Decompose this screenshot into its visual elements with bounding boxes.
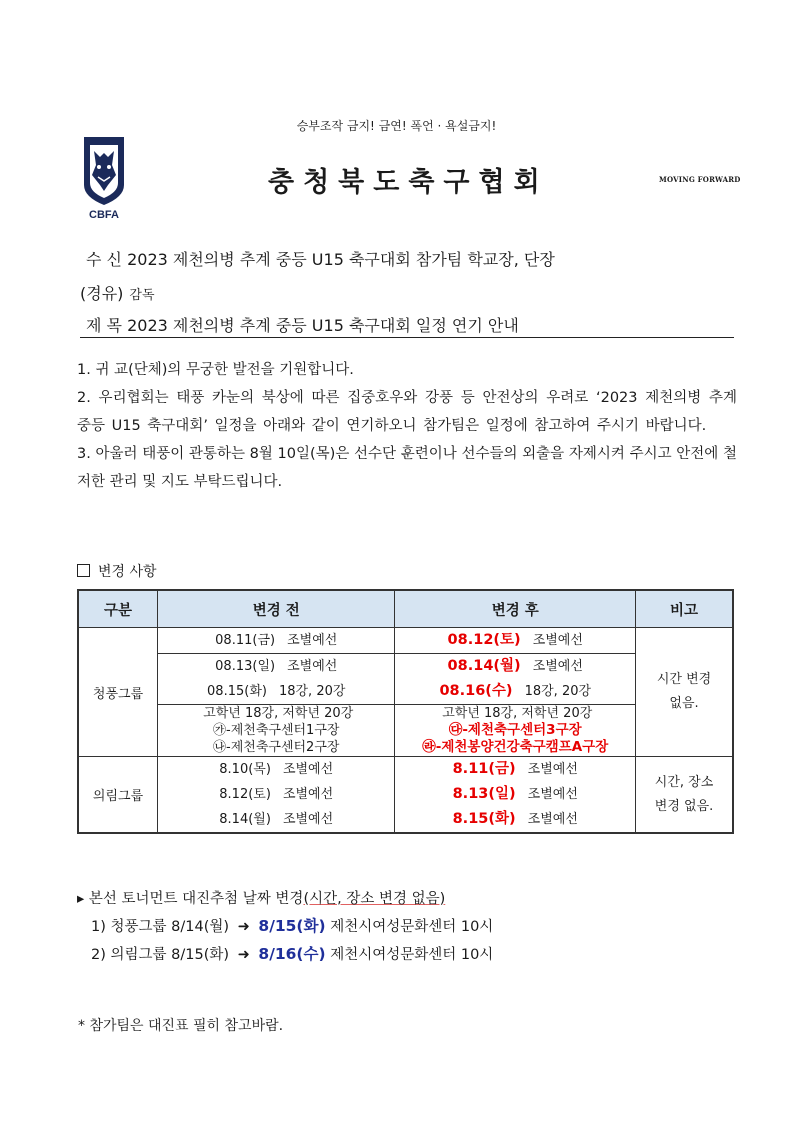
recipient-text: 2023 제천의병 추계 중등 U15 축구대회 참가팀 학교장, 단장 [127,250,555,269]
after-cell: 08.16(수) 18강, 20강 [395,679,636,705]
table-row [78,628,733,654]
paragraph-1: 1. 귀 교(단체)의 무궁한 발전을 기원합니다. [77,362,354,378]
changes-heading [77,561,157,581]
tournament-heading [77,886,493,913]
before-cell: 8.14(월) 조별예선 [158,807,395,833]
recipient-label: 수 신 [86,250,122,269]
header-divider [80,337,734,338]
venue-after-cell: 고학년 18강, 저학년 20강 ㉰-제천축구센터3구장 ㉱-제천봉양건강축구캠프A구장 [395,705,636,757]
via-line [80,281,155,304]
group-name-cell: 청풍그룹 [78,628,158,757]
before-cell: 08.13(일) 조별예선 [158,654,395,680]
slogan: 승부조작 금지! 금연! 폭언 · 욕설금지! [296,119,497,133]
after-cell: 8.11(금) 조별예선 [395,757,636,783]
subject-text: 2023 제천의병 추계 중등 U15 축구대회 일정 연기 안내 [127,316,519,335]
tournament-heading-text: 본선 토너먼트 대진추첨 날짜 변경 [88,891,304,907]
table-row [78,705,733,757]
table-row [78,782,733,807]
changes-heading-text: 변경 사항 [98,564,157,580]
table-row [78,757,733,783]
body-paragraphs [77,356,737,496]
motto: MOVING FORWARD [659,175,741,184]
cbfa-logo [82,135,126,223]
logo-text: CBFA [89,209,119,221]
list-item: 1) 청풍그룹 8/14(월) ➜ 8/15(화) 제천시여성문화센터 10시 [91,917,494,935]
before-cell: 8.10(목) 조별예선 [158,757,395,783]
table-row [78,679,733,705]
tournament-heading-note: (시간, 장소 변경 없음) [303,891,446,907]
organization-name: 충청북도축구협회 [268,167,549,198]
after-cell: 08.12(토) 조별예선 [395,628,636,654]
schedule-table [77,589,734,834]
column-header: 변경 전 [158,590,395,628]
arrow-right-icon: ➜ [237,919,250,935]
before-cell: 08.15(화) 18강, 20강 [158,679,395,705]
note-cell: 시간, 장소 변경 없음. [636,757,733,834]
table-row [78,654,733,680]
after-cell: 08.14(월) 조별예선 [395,654,636,680]
via-label: (경유) [80,284,124,303]
before-cell: 8.12(토) 조별예선 [158,782,395,807]
group-name-cell: 의림그룹 [78,757,158,834]
bullet-icon: ▸ [77,891,85,907]
paragraph-2: 2. 우리협회는 태풍 카눈의 북상에 따른 집중호우와 강풍 등 안전상의 우려로 ‘2023 제천의병 추계 중등 U15 축구대회’ 일정을 아래와 같이 연기하오니 참가팀은 일정에 참고하여 주시기 바랍니다. [77,390,737,434]
after-cell: 8.15(화) 조별예선 [395,807,636,833]
subject-label: 제 목 [86,316,122,335]
before-cell: 08.11(금) 조별예선 [158,628,395,654]
note-cell: 시간 변경 없음. [636,628,733,757]
recipient-line [86,247,555,270]
column-header: 구분 [78,590,158,628]
after-cell: 8.13(일) 조별예선 [395,782,636,807]
table-row [78,807,733,833]
venue-before-cell: 고학년 18강, 저학년 20강 ㉮-제천축구센터1구장 ㉯-제천축구센터2구장 [158,705,395,757]
subject-line [86,313,519,336]
arrow-right-icon: ➜ [237,947,250,963]
list-item: 2) 의림그룹 8/15(화) ➜ 8/16(수) 제천시여성문화센터 10시 [91,945,494,963]
footer-note: * 참가팀은 대진표 필히 참고바람. [78,1018,284,1034]
table-header-row [78,590,733,628]
tournament-draw-section [77,886,493,969]
column-header: 비고 [636,590,733,628]
column-header: 변경 후 [395,590,636,628]
via-text: 감독 [129,288,155,303]
checkbox-square-icon [77,564,90,577]
paragraph-3: 3. 아울러 태풍이 관통하는 8월 10일(목)은 선수단 훈련이나 선수들의 외출을 자제시켜 주시고 안전에 철저한 관리 및 지도 부탁드립니다. [77,446,737,490]
